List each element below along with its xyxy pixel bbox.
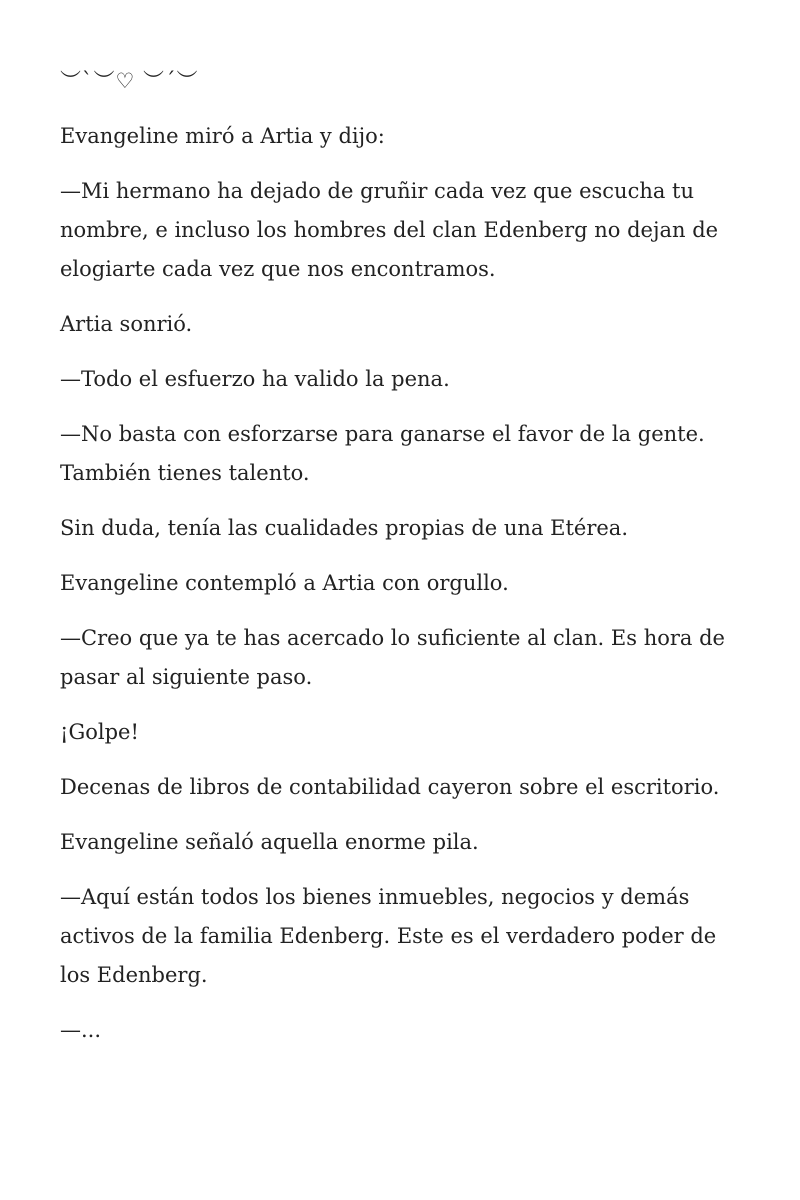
paragraph: Decenas de libros de contabilidad cayeron sobre el escritorio. [60, 775, 720, 799]
paragraph: Evangeline contempló a Artia con orgullo. [60, 571, 509, 595]
paragraph: Evangeline miró a Artia y dijo: [60, 124, 385, 148]
paragraph: —Aquí están todos los bienes inmuebles, negocios y demás activos de la familia Edenberg. Este es el verdadero poder de los Edenberg. [60, 885, 717, 987]
paragraph: —No basta con esforzarse para ganarse el favor de la gente. También tienes talento. [60, 422, 705, 485]
paragraph: —Mi hermano ha dejado de gruñir cada vez que escucha tu nombre, e incluso los hombres del clan Edenberg no dejan de elogiarte cada vez que nos encontramos. [60, 179, 719, 281]
section-divider-ornament: ︶`︶♡ ︶´︶ [60, 69, 199, 93]
paragraph: —Creo que ya te has acercado lo suficiente al clan. Es hora de pasar al siguiente paso. [60, 626, 725, 689]
paragraph: Evangeline señaló aquella enorme pila. [60, 830, 479, 854]
paragraph: Artia sonrió. [60, 312, 193, 336]
paragraph: ¡Golpe! [60, 720, 139, 744]
document-page [60, 62, 750, 1066]
paragraph: —Todo el esfuerzo ha valido la pena. [60, 367, 450, 391]
paragraph: —... [60, 1018, 102, 1042]
paragraph: Sin duda, tenía las cualidades propias de una Etérea. [60, 516, 629, 540]
